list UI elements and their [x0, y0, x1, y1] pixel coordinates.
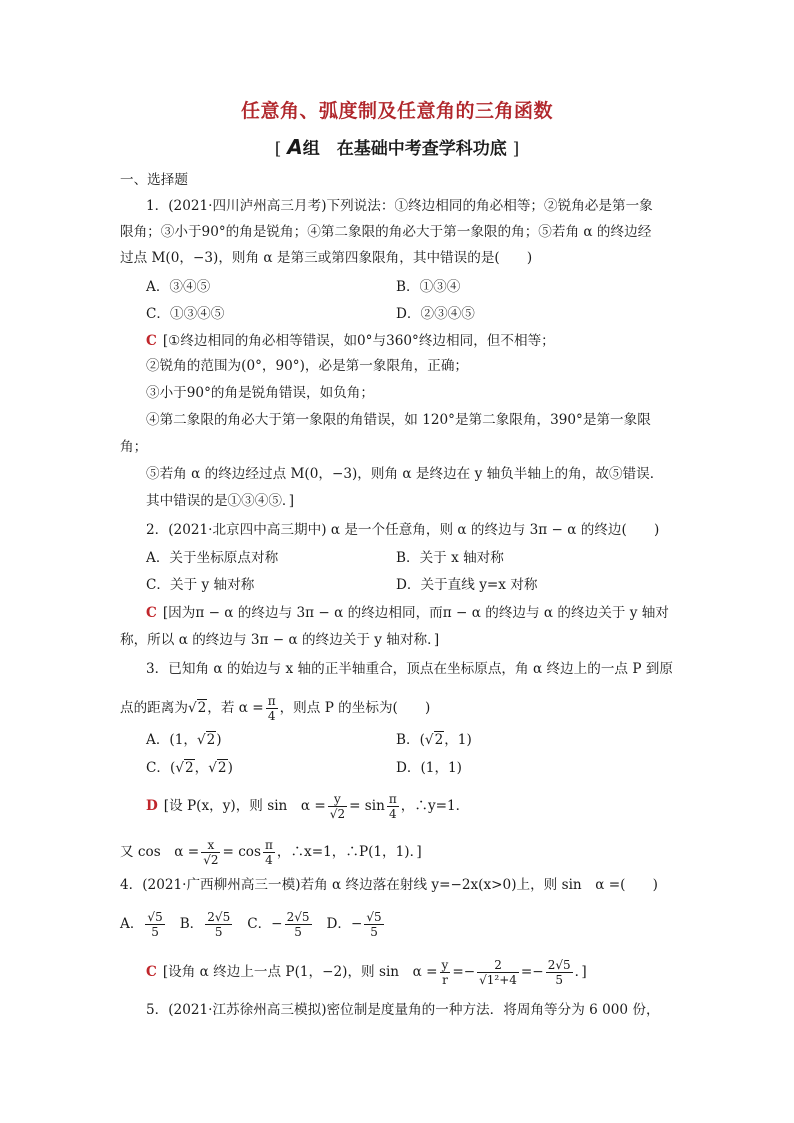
- group-bracket-close: ]: [512, 139, 520, 159]
- q1-answer: C: [146, 333, 157, 349]
- q3-option-a: A．(1，√2): [146, 732, 222, 748]
- q2-answer: C: [146, 605, 157, 621]
- q1-line2: 限角；③小于90°的角是锐角；④第二象限的角必大于第一象限的角；⑤若角 α 的终边经: [120, 224, 652, 240]
- q1-option-c: C．①③④⑤: [146, 306, 225, 322]
- q3-option-b: B．(√2，1): [396, 732, 472, 748]
- q2-option-b: B．关于 x 轴对称: [396, 550, 504, 566]
- q3-solution-2: 又 cos α = $\frac{x}{√2}$ = cos $\frac{\pi}{4}$ ，∴x=1，∴P(1，1)．]: [120, 838, 422, 867]
- q1-explain-1: C [①终边相同的角必相等错误，如0°与360°终边相同，但不相等；: [146, 333, 555, 349]
- q4-solution: C [设角 α 终边上一点 P(1，−2)，则 sin α = $\frac{y}{r}$ =− $\frac{2}{\text{√1²+4}}$ =− $\frac{2√5}{5}$ ．]: [146, 958, 587, 987]
- q1-explain-4: ④第二象限的角必大于第一象限的角错误，如 120°是第二象限角，390°是第一象限: [146, 412, 651, 428]
- q1-option-d: D．②③④⑤: [396, 306, 475, 322]
- q1-line3: 过点 M(0，−3)，则角 α 是第三或第四象限角，其中错误的是( ): [120, 250, 533, 266]
- q3-solution-1: D [设 P(x，y)，则 sin α = $\frac{y}{√2}$ = sin $\frac{\pi}{4}$ ，∴y=1．: [146, 792, 470, 821]
- q1-explain-6: ⑤若角 α 的终边经过点 M(0，−3)，则角 α 是终边在 y 轴负半轴上的角，故⑤错误．: [146, 466, 664, 482]
- q5-line1: 5．(2021·江苏徐州高三模拟)密位制是度量角的一种方法．将周角等分为 6 000 份，: [146, 1002, 660, 1018]
- q3-answer: D: [146, 798, 158, 814]
- q4-options: [120, 910, 680, 939]
- group-letter: A: [287, 135, 303, 159]
- q4-option-a: A． $\frac{√5}{5}$: [120, 910, 163, 939]
- q1-line1: 1．(2021·四川泸州高三月考)下列说法：①终边相同的角必相等；②锐角必是第一象: [146, 198, 653, 214]
- q2-explain-2: 称，所以 α 的终边与 3π − α 的终边关于 y 轴对称．]: [120, 632, 440, 648]
- q4-option-d: D．− $\frac{√5}{5}$: [326, 910, 382, 939]
- q2-option-a: A．关于坐标原点对称: [146, 550, 279, 566]
- section-heading: 一、选择题: [120, 172, 188, 188]
- q2-line1: 2．(2021·北京四中高三期中) α 是一个任意角，则 α 的终边与 3π − α 的终边( ): [146, 522, 660, 538]
- group-bracket-open: [: [274, 139, 282, 159]
- q3-line2: 点的距离为√2，若 α = $\frac{\pi}{4}$ ，则点 P 的坐标为( ): [120, 694, 431, 723]
- q3-option-d: D．(1，1): [396, 760, 462, 776]
- q4-option-b: B． $\frac{2√5}{5}$: [179, 910, 231, 939]
- q1-option-b: B．①③④: [396, 279, 461, 295]
- q1-explain-7: 其中错误的是①③④⑤．]: [146, 493, 295, 509]
- q2-explain-1: C [因为π − α 的终边与 3π − α 的终边相同，而π − α 的终边与 α 的终边关于 y 轴对: [146, 605, 669, 621]
- q2-option-c: C．关于 y 轴对称: [146, 577, 255, 593]
- q1-explain-2: ②锐角的范围为(0°，90°)，必是第一象限角，正确；: [146, 358, 469, 374]
- page-title: 任意角、弧度制及任意角的三角函数: [240, 100, 553, 122]
- q4-line1: 4．(2021·广西柳州高三一模)若角 α 终边落在射线 y=−2x(x>0)上，则 sin α =( ): [120, 877, 658, 893]
- q4-answer: C: [146, 964, 157, 980]
- q2-option-d: D．关于直线 y=x 对称: [396, 577, 538, 593]
- group-heading: [0, 134, 794, 159]
- q1-explain-5: 角；: [120, 439, 148, 455]
- group-text: 组 在基础中考查学科功底: [302, 139, 507, 159]
- q4-option-c: C．− $\frac{2√5}{5}$: [247, 910, 310, 939]
- q3-option-c: C．(√2，√2): [146, 760, 233, 776]
- q1-option-a: A．③④⑤: [146, 279, 211, 295]
- q1-explain-3: ③小于90°的角是锐角错误，如负角；: [146, 385, 374, 401]
- q3-line1: 3．已知角 α 的始边与 x 轴的正半轴重合，顶点在坐标原点，角 α 终边上的一点 P 到原: [146, 661, 673, 677]
